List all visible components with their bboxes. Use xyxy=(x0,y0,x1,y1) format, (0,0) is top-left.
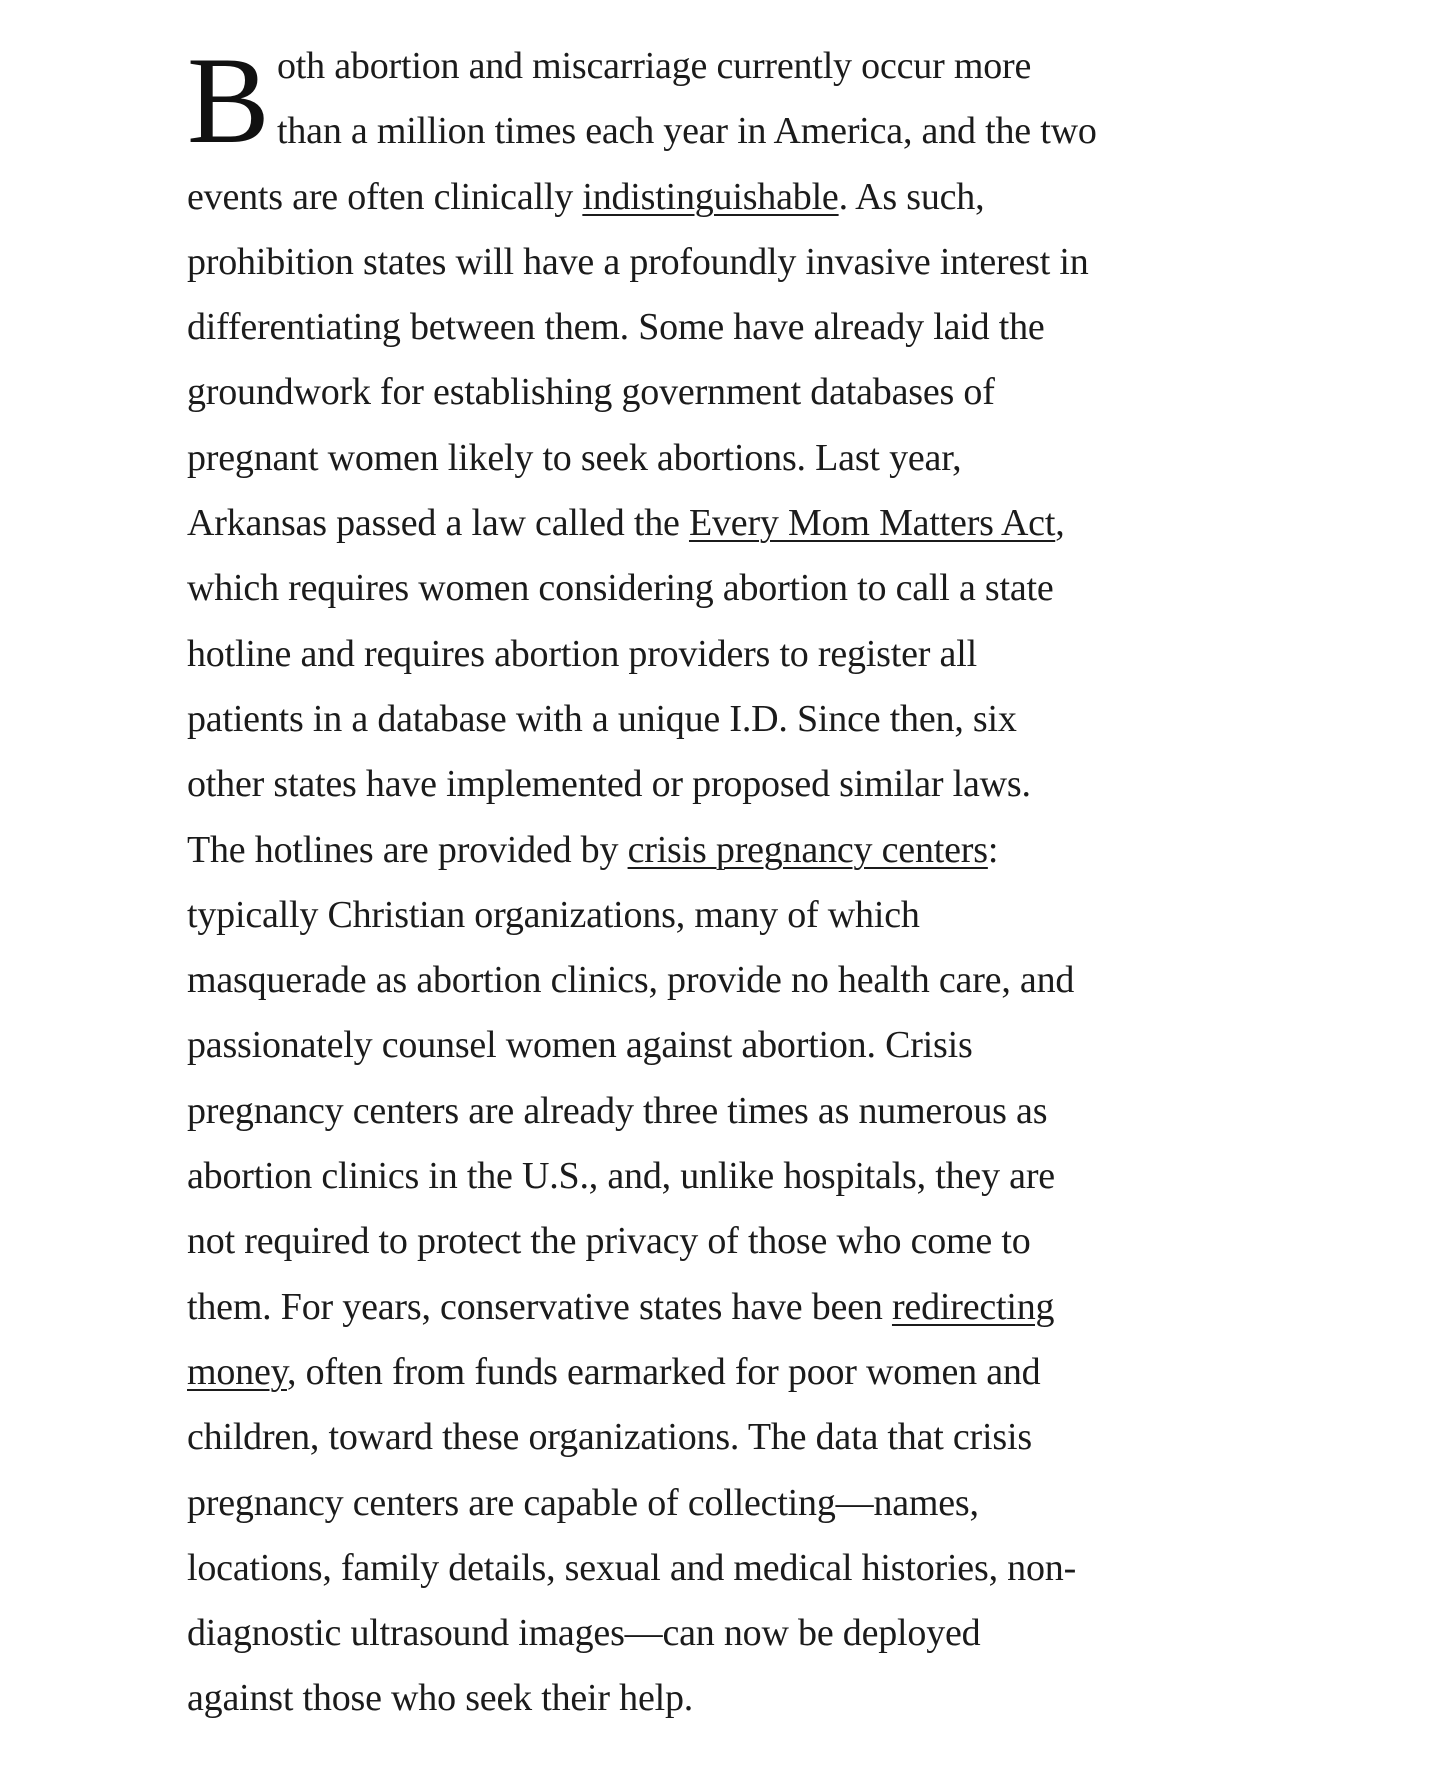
text-run: other states have implemented or proposed similar laws. xyxy=(187,763,1031,806)
text-line xyxy=(187,34,1327,99)
text-line xyxy=(187,491,1327,556)
text-run: them. For years, conservative states have been xyxy=(187,1285,892,1328)
text-line xyxy=(187,1405,1327,1470)
text-line xyxy=(187,948,1327,1013)
drop-cap: B xyxy=(187,32,270,169)
text-run: than a million times each year in America, and the two xyxy=(277,110,1097,153)
text-line xyxy=(187,1144,1327,1209)
text-run: , xyxy=(1055,502,1065,545)
text-run: differentiating between them. Some have already laid the xyxy=(187,306,1045,349)
text-run: which requires women considering abortion to call a state xyxy=(187,567,1054,610)
text-run: , often from funds earmarked for poor women and xyxy=(286,1350,1041,1393)
text-run: prohibition states will have a profoundly invasive interest in xyxy=(187,240,1089,283)
text-run: hotline and requires abortion providers to register all xyxy=(187,632,977,675)
inline-link[interactable]: money xyxy=(187,1350,287,1393)
text-line xyxy=(187,360,1327,425)
text-run: oth abortion and miscarriage currently occur more xyxy=(277,45,1032,87)
text-line xyxy=(187,1536,1327,1601)
text-run: . As such, xyxy=(838,175,985,218)
text-line xyxy=(187,1666,1327,1731)
text-run: pregnant women likely to seek abortions. Last year, xyxy=(187,436,962,479)
text-run: pregnancy centers are already three times as numerous as xyxy=(187,1089,1048,1132)
text-line xyxy=(187,1079,1327,1144)
text-line xyxy=(187,99,1327,164)
inline-link[interactable]: redirecting xyxy=(891,1285,1055,1328)
text-line xyxy=(187,622,1327,687)
text-line xyxy=(187,752,1327,817)
text-run: abortion clinics in the U.S., and, unlike hospitals, they are xyxy=(187,1155,1055,1198)
text-line xyxy=(187,556,1327,621)
text-run: passionately counsel women against abortion. Crisis xyxy=(187,1024,973,1067)
text-line xyxy=(187,165,1327,230)
inline-link[interactable]: Every Mom Matters Act xyxy=(688,502,1056,545)
text-line xyxy=(187,230,1327,295)
text-line xyxy=(187,1340,1327,1405)
text-run: diagnostic ultrasound images—can now be deployed xyxy=(187,1612,981,1655)
paragraph-lines xyxy=(187,34,1327,1732)
text-line xyxy=(187,818,1327,883)
inline-link[interactable]: crisis pregnancy centers xyxy=(627,828,988,871)
text-line xyxy=(187,1601,1327,1666)
text-run: groundwork for establishing government databases of xyxy=(187,371,995,414)
text-line xyxy=(187,1275,1327,1340)
text-run: patients in a database with a unique I.D. Since then, six xyxy=(187,697,1017,740)
text-run: pregnancy centers are capable of collecting—names, xyxy=(187,1481,979,1524)
text-run: against those who seek their help. xyxy=(187,1677,694,1720)
text-run: Arkansas passed a law called the xyxy=(187,502,689,545)
text-line xyxy=(187,1013,1327,1078)
text-line xyxy=(187,883,1327,948)
article-paragraph xyxy=(187,34,1327,1732)
text-run: The hotlines are provided by xyxy=(187,828,628,871)
text-line xyxy=(187,1471,1327,1536)
text-run: children, toward these organizations. The data that crisis xyxy=(187,1416,1032,1459)
inline-link[interactable]: indistinguishable xyxy=(582,175,839,218)
text-run: masquerade as abortion clinics, provide no health care, and xyxy=(187,959,1075,1002)
text-line xyxy=(187,426,1327,491)
text-run: typically Christian organizations, many of which xyxy=(187,893,920,936)
text-run: : xyxy=(987,828,999,871)
text-line xyxy=(187,1209,1327,1274)
text-run: locations, family details, sexual and medical histories, non- xyxy=(187,1546,1077,1589)
text-run: events are often clinically xyxy=(187,175,583,218)
text-line xyxy=(187,687,1327,752)
text-line xyxy=(187,295,1327,360)
text-run: not required to protect the privacy of those who come to xyxy=(187,1220,1031,1263)
